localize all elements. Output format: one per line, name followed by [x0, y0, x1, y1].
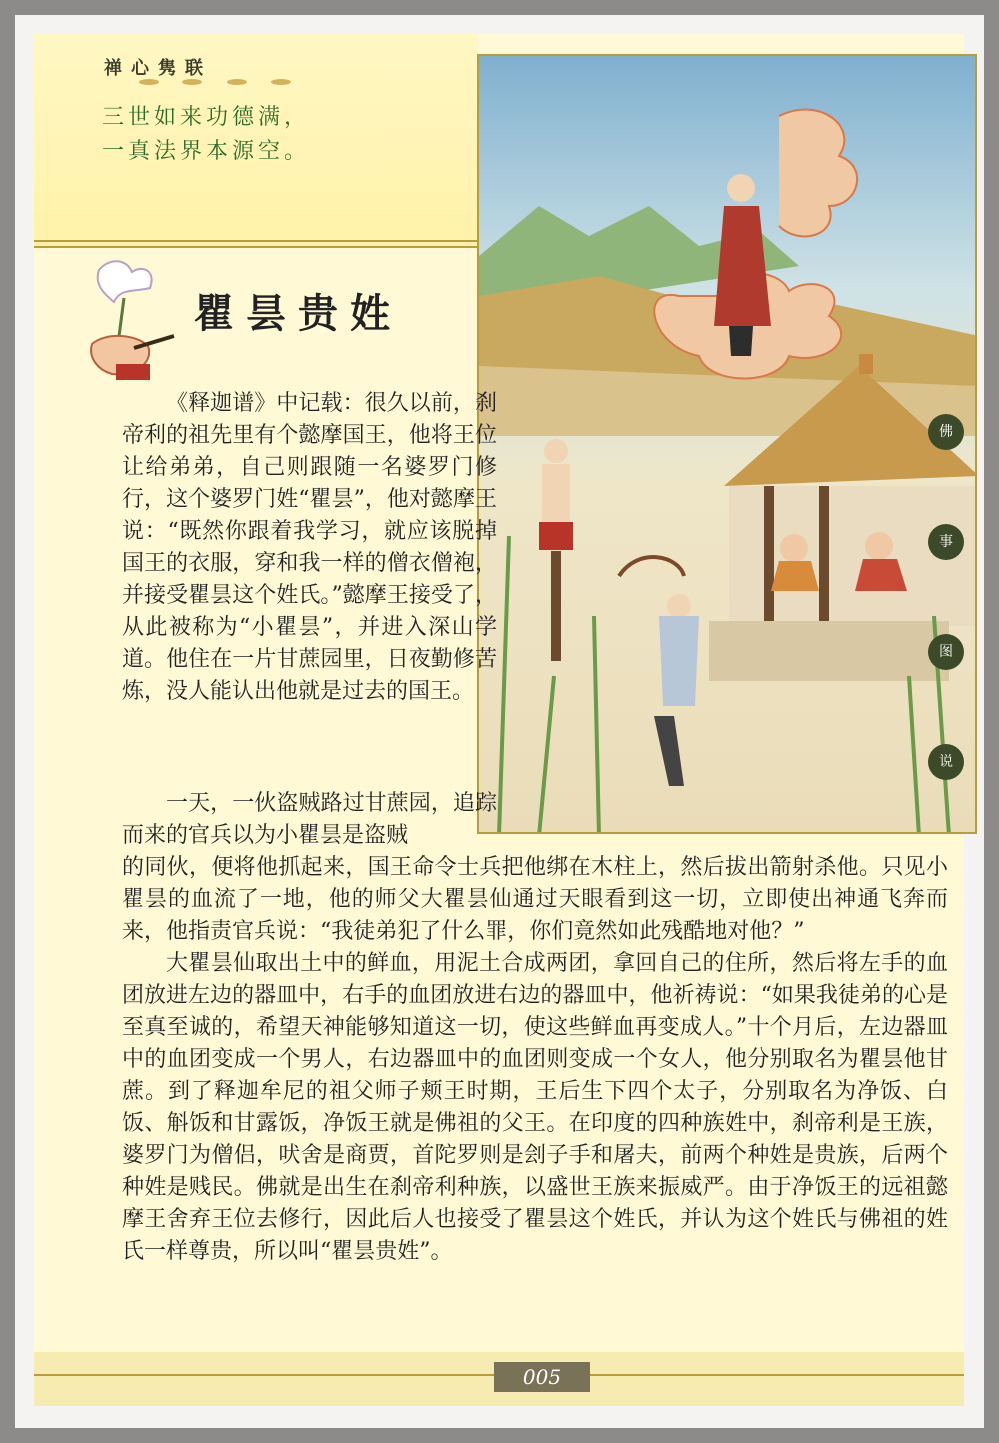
article-paragraph-3: 的同伙，便将他抓起来，国王命令士兵把他绑在木柱上，然后拔出箭射杀他。只见小瞿昙的血流了一地，他的师父大瞿昙仙通过天眼看到这一切，立即使出神通飞奔而来，他指责官兵说：“我徒弟犯了什么罪，你们竟然如此残酷地对他？”	[122, 855, 948, 944]
article-paragraph-1: 《释迦谱》中记载：很久以前，刹帝利的祖先里有个懿摩国王，他将王位让给弟弟，自己则跟随一名婆罗门修行，这个婆罗门姓“瞿昙”，他对懿摩王说：“既然你跟着我学习，就应该脱掉国王的衣服，穿和我一样的僧衣僧袍，并接受瞿昙这个姓氏。”懿摩王接受了，从此被称为“小瞿昙”，并进入深山学道。他住在一片甘蔗园里，日夜勤修苦炼，没人能认出他就是过去的国王。	[122, 391, 497, 704]
illustration-art	[479, 56, 977, 834]
header-rule-2	[34, 246, 478, 248]
couplet-line-1: 三世如来功德满，	[102, 105, 311, 130]
sidebar-tab-tu: 图	[928, 634, 964, 670]
article-title: 瞿昙贵姓	[194, 290, 402, 337]
sidebar-tab-fo: 佛	[928, 414, 964, 450]
article-paragraph-4: 大瞿昙仙取出土中的鲜血，用泥土合成两团，拿回自己的住所，然后将左手的血团放进左边的器皿中，右手的血团放进右边的器皿中，他祈祷说：“如果我徒弟的心是至真至诚的，希望天神能够知道这一切，使这些鲜血再变成人。”十个月后，左边器皿中的血团变成一个男人，右边器皿中的血团则变成一个女人，他分别取名为瞿昙他甘蔗。到了释迦牟尼的祖父师子颊王时期，王后生下四个太子，分别取名为净饭、白饭、斛饭和甘露饭，净饭王就是佛祖的父王。在印度的四种族姓中，刹帝利是王族，婆罗门为僧侣，吠舍是商贾，首陀罗则是刽子手和屠夫，前两个种姓是贵族，后两个种姓是贱民。佛就是出生在刹帝利种族，以盛世王族来振威严。由于净饭王的远祖懿摩王舍弃王位去修行，因此后人也接受了瞿昙这个姓氏，并认为这个姓氏与佛祖的姓氏一样尊贵，所以叫“瞿昙贵姓”。	[122, 951, 948, 1264]
sidebar-tab-shuo: 说	[928, 744, 964, 780]
page-number: 005	[494, 1362, 590, 1392]
buddhist-story-illustration	[477, 54, 977, 834]
article-paragraph-2: 一天，一伙盗贼路过甘蔗园，追踪而来的官兵以为小瞿昙是盗贼	[122, 791, 497, 848]
book-page	[34, 34, 964, 1406]
couplet-title: 禅心隽联	[104, 58, 212, 79]
couplet-line-2: 一真法界本源空。	[102, 139, 311, 164]
sidebar-tab-shi: 事	[928, 524, 964, 560]
lotus-hand-icon	[74, 258, 184, 384]
lotus-ornament-icon	[134, 78, 304, 86]
header-rule	[34, 240, 478, 242]
